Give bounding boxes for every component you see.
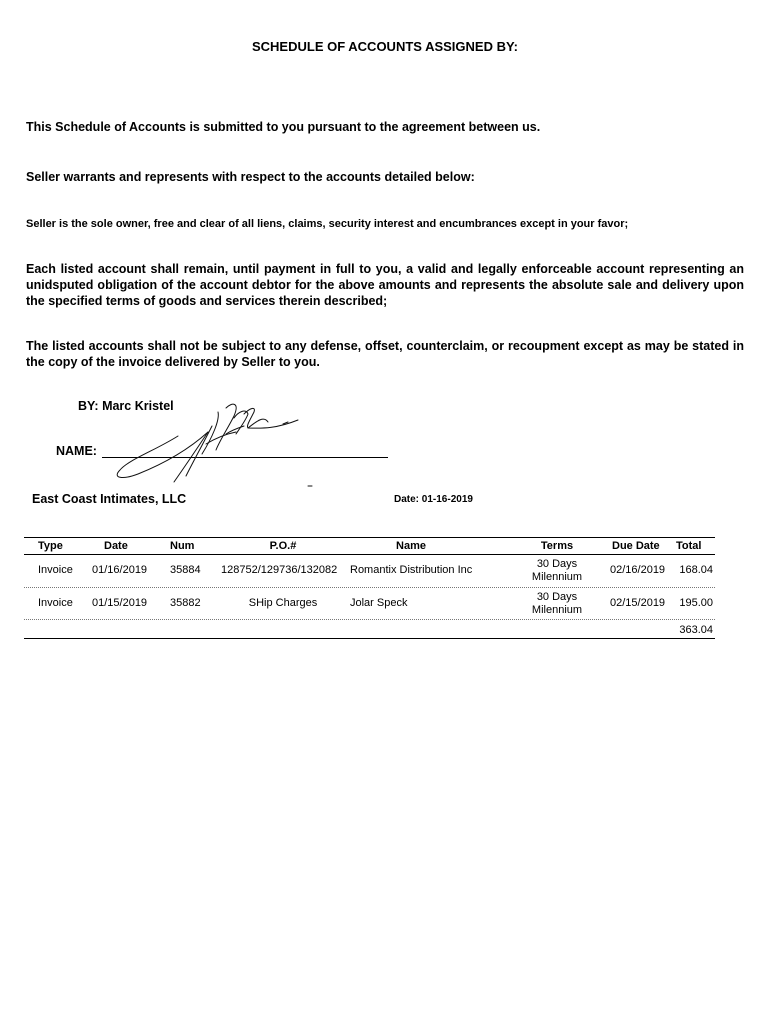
row2-type: Invoice bbox=[38, 597, 73, 609]
header-name: Name bbox=[396, 540, 426, 552]
row2-terms bbox=[522, 591, 592, 617]
row2-terms-line2: Milennium bbox=[531, 604, 583, 616]
header-num: Num bbox=[170, 540, 195, 552]
grand-total: 363.04 bbox=[679, 624, 713, 636]
row1-date: 01/16/2019 bbox=[92, 564, 148, 576]
row1-num: 35884 bbox=[170, 564, 201, 576]
row1-total: 168.04 bbox=[679, 564, 713, 576]
paragraph-intro: This Schedule of Accounts is submitted to you pursuant to the agreement between us. bbox=[26, 120, 541, 134]
row2-date: 01/15/2019 bbox=[92, 597, 148, 609]
table-header-rule bbox=[24, 554, 715, 555]
header-date: Date bbox=[104, 540, 128, 552]
row1-terms bbox=[522, 558, 592, 584]
handwritten-signature bbox=[108, 398, 328, 490]
header-terms: Terms bbox=[540, 540, 574, 552]
row1-po: 128752/129736/132082 bbox=[221, 564, 338, 576]
table-bottom-rule bbox=[24, 638, 715, 639]
row2-due-date: 02/15/2019 bbox=[610, 597, 666, 609]
name-label: NAME: bbox=[56, 444, 97, 458]
row1-type: Invoice bbox=[38, 564, 73, 576]
by-label: BY: Marc Kristel bbox=[78, 399, 174, 413]
header-type: Type bbox=[38, 540, 63, 552]
row2-num: 35882 bbox=[170, 597, 201, 609]
row1-terms-line1: 30 Days bbox=[536, 558, 578, 570]
paragraph-no-defense: The listed accounts shall not be subject to any defense, offset, counterclaim, or recoupment except as may be stated in the copy of the invoice delivered by Seller to you. bbox=[26, 339, 744, 369]
table-top-rule bbox=[24, 537, 715, 538]
row1-terms-line2: Milennium bbox=[531, 571, 583, 583]
row2-po: SHip Charges bbox=[248, 597, 318, 609]
row2-total: 195.00 bbox=[679, 597, 713, 609]
company-name: East Coast Intimates, LLC bbox=[32, 492, 187, 506]
paragraph-listed-account: Each listed account shall remain, until payment in full to you, a valid and legally enforceable account representing an unidsputed obligation of the account debtor for the above amounts and represents the absolute sale and delivery upon the specified terms of goods and services therein described; bbox=[26, 262, 744, 308]
row2-terms-line1: 30 Days bbox=[536, 591, 578, 603]
row1-divider bbox=[24, 587, 715, 588]
row1-name: Romantix Distribution Inc bbox=[350, 564, 473, 576]
paragraph-warrants: Seller warrants and represents with respect to the accounts detailed below: bbox=[26, 170, 475, 184]
row2-divider bbox=[24, 619, 715, 620]
row2-name: Jolar Speck bbox=[350, 597, 408, 609]
row1-due-date: 02/16/2019 bbox=[610, 564, 666, 576]
document-title: SCHEDULE OF ACCOUNTS ASSIGNED BY: bbox=[251, 39, 519, 54]
header-due-date: Due Date bbox=[612, 540, 660, 552]
schedule-date: Date: 01-16-2019 bbox=[394, 494, 473, 505]
header-po: P.O.# bbox=[269, 540, 297, 552]
paragraph-sole-owner: Seller is the sole owner, free and clear of all liens, claims, security interest and encumbrances except in your favor; bbox=[26, 218, 629, 230]
header-total: Total bbox=[676, 540, 702, 552]
